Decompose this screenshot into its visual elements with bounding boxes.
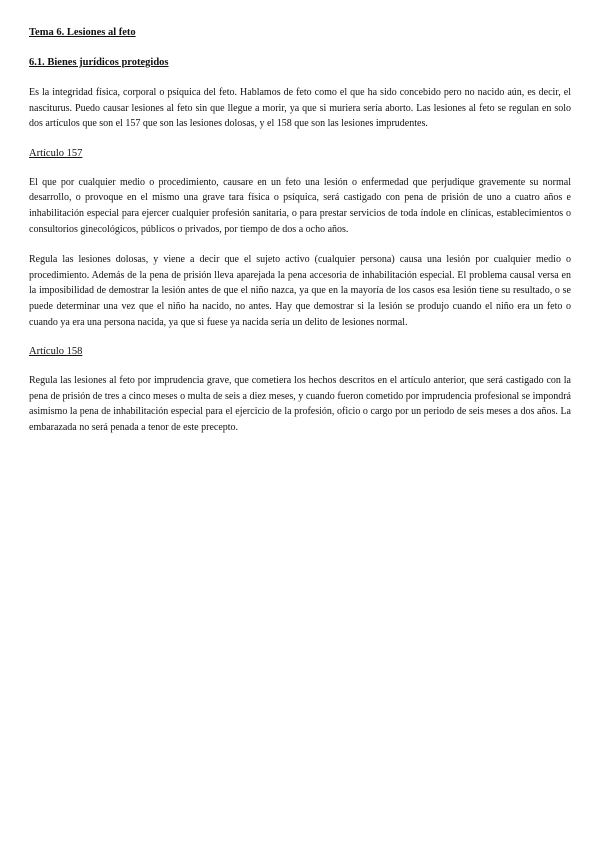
intro-paragraph: Es la integridad física, corporal o psíquica del feto. Hablamos de feto como el que ha sido concebido pero no nacido aún, es decir, el nasciturus. Puedo causar lesiones al feto sin que llegue a morir, ya que si muriera sería aborto. Las lesiones al feto se regulan en solo dos artículos que son el 157 que son las lesiones dolosas, y el 158 que son las lesiones imprudentes. — [29, 87, 571, 130]
article-158-heading: Artículo 158 — [29, 346, 83, 358]
document-title: Tema 6. Lesiones al feto — [29, 27, 136, 38]
article-157-heading: Artículo 157 — [29, 147, 83, 159]
article-157-text: El que por cualquier medio o procedimiento, causare en un feto una lesión o enfermedad que perjudique gravemente su normal desarrollo, o provoque en el mismo una grave tara física o psíquica, será castigado con pena de prisión de uno a cuatro años e inhabilitación especial para ejercer cualquier profesión sanitaria, o para prestar servicios de toda índole en clínicas, establecimientos o consultorios ginecológicos, públicos o privados, por tiempo de dos a ocho años. — [29, 176, 571, 235]
section-title: 6.1. Bienes jurídicos protegidos — [29, 57, 169, 68]
article-157-commentary: Regula las lesiones dolosas, y viene a decir que el sujeto activo (cualquier persona) causa una lesión por cualquier medio o procedimiento. Además de la pena de prisión lleva aparejada la pena accesoria de inhabilitación especial. El problema causal versa en la imposibilidad de demostrar la lesión antes de que el niño nazca, ya que en la mayoría de los casos esa lesión tiene su resultado, o se puede determinar una vez que el niño ha nacido, no antes. Hay que demostrar si la lesión se produjo cuando el niño era un feto o cuando ya era una persona nacida, ya que si fuese ya nacida sería un delito de lesiones normal. — [29, 254, 571, 328]
article-158-text: Regula las lesiones al feto por imprudencia grave, que cometiera los hechos descritos en el artículo anterior, que será castigado con la pena de prisión de tres a cinco meses o multa de seis a diez meses, y cuando fueron cometido por imprudencia profesional se impondrá asimismo la pena de inhabilitación especial para el ejercicio de la profesión, oficio o cargo por un periodo de seis meses a dos años. La embarazada no será penada a tenor de este precepto. — [29, 375, 571, 433]
document-page — [29, 26, 571, 451]
